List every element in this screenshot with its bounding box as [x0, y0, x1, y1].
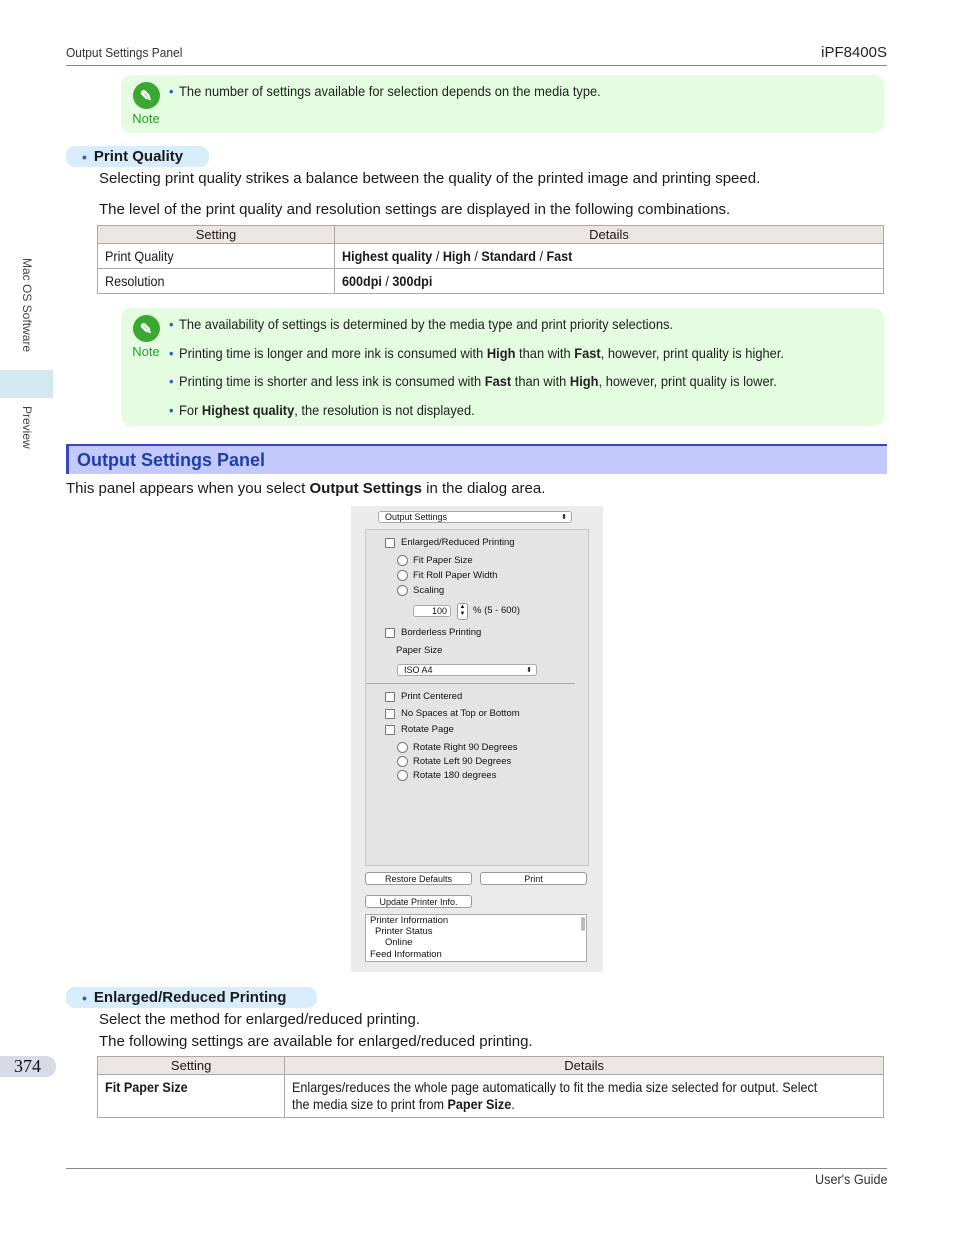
scrollbar[interactable]: [581, 917, 585, 931]
list-item: Printer Information: [370, 915, 449, 926]
rotate-left-radio[interactable]: Rotate Left 90 Degrees: [397, 756, 511, 767]
scaling-radio[interactable]: Scaling: [397, 585, 444, 596]
print-button[interactable]: Print: [480, 872, 587, 885]
table-cell: Print Quality: [98, 244, 335, 269]
fit-roll-paper-width-radio[interactable]: Fit Roll Paper Width: [397, 570, 497, 581]
enlarged-reduced-table: [97, 1056, 884, 1118]
footer-guide-name: User's Guide: [814, 1171, 887, 1187]
paragraph: The level of the print quality and resolution settings are displayed in the following combinations.: [99, 201, 731, 218]
divider: [366, 683, 575, 684]
page-number: 374: [14, 1056, 41, 1076]
rotate-180-radio[interactable]: Rotate 180 degrees: [397, 770, 496, 781]
sidebar-subcategory: Preview: [20, 406, 34, 449]
table-cell: Highest quality / High / Standard / Fast: [335, 244, 884, 269]
paragraph: Selecting print quality strikes a balance between the quality of the printed image and printing speed.: [99, 170, 761, 187]
scaling-range-label: % (5 - 600): [473, 605, 520, 616]
note-item: • The availability of settings is determined by the media type and print priority selections.: [169, 316, 674, 332]
table-row: [98, 269, 884, 294]
fit-paper-size-radio[interactable]: Fit Paper Size: [397, 555, 473, 566]
column-header: Setting: [98, 226, 335, 244]
print-centered-checkbox[interactable]: Print Centered: [385, 691, 462, 702]
note-item: • Printing time is longer and more ink is consumed with High than with Fast, however, print quality is higher.: [169, 345, 784, 361]
subheading-print-quality: • Print Quality: [66, 146, 209, 167]
print-quality-table: [97, 225, 884, 294]
rotate-page-checkbox[interactable]: Rotate Page: [385, 724, 454, 735]
printer-info-list[interactable]: [365, 914, 587, 962]
note-label: Note: [132, 344, 160, 359]
note-item: • The number of settings available for selection depends on the media type.: [169, 83, 601, 99]
table-row: [98, 244, 884, 269]
borderless-checkbox[interactable]: Borderless Printing: [385, 627, 481, 638]
running-header-section: Output Settings Panel: [66, 45, 183, 60]
list-item: Printer Status: [375, 926, 433, 937]
subheading-enlarged-reduced: • Enlarged/Reduced Printing: [66, 987, 317, 1008]
rotate-right-radio[interactable]: Rotate Right 90 Degrees: [397, 742, 518, 753]
no-spaces-checkbox[interactable]: No Spaces at Top or Bottom: [385, 708, 520, 719]
paper-size-select[interactable]: ISO A4 ⬍: [397, 664, 537, 676]
updown-arrows-icon: ⬍: [526, 667, 532, 674]
note-badge: [131, 315, 161, 359]
restore-defaults-button[interactable]: Restore Defaults: [365, 872, 472, 885]
panel-select[interactable]: Output Settings ⬍: [378, 511, 572, 523]
note-badge: [131, 82, 161, 126]
sidebar-category: Mac OS Software: [20, 258, 34, 353]
section-heading: [66, 444, 887, 474]
footer-rule: [66, 1168, 887, 1169]
note-item: • Printing time is shorter and less ink is consumed with Fast than with High, however, print quality is lower.: [169, 373, 777, 389]
running-header-model: iPF8400S: [821, 44, 887, 61]
output-settings-dialog: [351, 506, 603, 972]
sidebar-active-tab: [0, 370, 53, 398]
table-cell: Resolution: [98, 269, 335, 294]
table-header-row: [98, 226, 884, 244]
note-box: [121, 308, 884, 426]
scaling-input[interactable]: 100: [413, 605, 451, 617]
note-label: Note: [132, 111, 160, 126]
column-header: Details: [285, 1057, 884, 1075]
table-cell: 600dpi / 300dpi: [335, 269, 884, 294]
paragraph: The following settings are available for enlarged/reduced printing.: [99, 1033, 533, 1050]
paragraph: Select the method for enlarged/reduced printing.: [99, 1011, 421, 1028]
table-row: [98, 1075, 884, 1118]
paper-size-label: Paper Size: [396, 645, 443, 656]
table-cell: Fit Paper Size: [98, 1075, 285, 1118]
pencil-icon: ✎: [133, 315, 160, 342]
pencil-icon: ✎: [133, 82, 160, 109]
list-item: Feed Information: [370, 949, 442, 960]
note-box: [121, 75, 884, 133]
table-header-row: [98, 1057, 884, 1075]
header-rule: [66, 65, 887, 66]
enlarged-reduced-checkbox[interactable]: Enlarged/Reduced Printing: [385, 537, 515, 548]
list-item: Online: [385, 937, 413, 948]
updown-arrows-icon: ⬍: [561, 514, 567, 521]
note-item: • For Highest quality, the resolution is not displayed.: [169, 402, 475, 418]
section-title: Output Settings Panel: [77, 450, 266, 470]
update-printer-info-button[interactable]: Update Printer Info.: [365, 895, 472, 908]
column-header: Setting: [98, 1057, 285, 1075]
table-cell: Enlarges/reduces the whole page automatically to fit the media size selected for output. Select the media size to print from Paper Size.: [285, 1075, 884, 1118]
section-intro: This panel appears when you select Output Settings in the dialog area.: [66, 480, 546, 497]
column-header: Details: [335, 226, 884, 244]
scaling-stepper[interactable]: ▲ ▼: [457, 603, 468, 620]
